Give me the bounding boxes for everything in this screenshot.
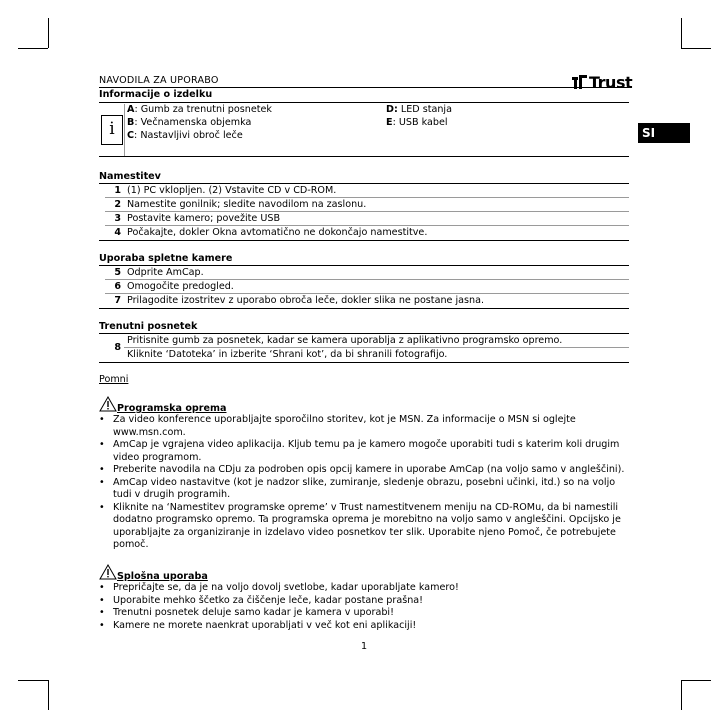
info-icon-glyph: i: [109, 119, 115, 139]
page-number: 1: [361, 641, 368, 652]
crop-mark-br-h: [681, 680, 711, 681]
webcam-step-7-text: Prilagodite izostritev z uporabo obroča leče, dokler slika ne postane jasna.: [127, 295, 485, 306]
general-section: [99, 566, 629, 632]
info-item-a: [127, 104, 272, 116]
webcam-step-6-rule: [105, 293, 629, 294]
snapshot-line-1: Pritisnite gumb za posnetek, kadar se kamera uporablja z aplikativno programsko opremo.: [127, 335, 563, 346]
webcam-step-5-num: 5: [114, 267, 121, 278]
software-bullet-1: • Za video konference uporabljajte sporočilno storitev, kot je MSN. Za informacije o MSN si oglejte www.msn.com.: [99, 414, 629, 439]
software-bullets: [99, 414, 629, 552]
install-step-2-num: 2: [114, 199, 121, 210]
language-tab: [638, 123, 690, 143]
install-step-4-text: Počakajte, dokler Okna avtomatično ne dokončajo namestitve.: [127, 227, 428, 238]
info-item-a-text: : Gumb za trenutni posnetek: [134, 104, 272, 115]
crop-mark-tr-h: [681, 48, 711, 49]
info-item-e: [386, 117, 448, 129]
software-section: [99, 398, 629, 552]
snapshot-step-num: 8: [114, 342, 121, 353]
webcam-heading: Uporaba spletne kamere: [99, 253, 233, 264]
info-item-b-text: : Večnamenska objemka: [134, 117, 252, 128]
info-item-b: [127, 117, 251, 129]
webcam-step-5-rule: [105, 279, 629, 280]
info-icon: [101, 115, 123, 145]
install-step-1-rule: [105, 197, 629, 198]
webcam-rule: [99, 265, 629, 266]
crop-mark-br-v: [681, 680, 682, 710]
install-step-2-text: Namestite gonilnik; sledite navodilom na zaslonu.: [127, 199, 367, 210]
info-item-d: [386, 104, 452, 116]
trust-logo-text: Trust: [589, 73, 633, 92]
general-bullet-1: • Prepričajte se, da je na voljo dovolj svetlobe, kadar uporabljate kamero!: [99, 582, 629, 595]
webcam-rule-bottom: [99, 308, 629, 309]
warning-icon: [99, 396, 117, 412]
trust-logo-mark-icon: [572, 75, 588, 91]
software-heading: Programska oprema: [117, 403, 227, 414]
install-step-1-num: 1: [114, 185, 121, 196]
language-tab-label: SI: [642, 126, 656, 140]
webcam-step-7-num: 7: [114, 295, 121, 306]
info-item-c: [127, 130, 243, 142]
general-heading: Splošna uporaba: [117, 571, 208, 582]
remember-label: Pomni: [99, 374, 129, 385]
install-step-4-num: 4: [114, 227, 121, 238]
info-item-e-key: E: [386, 117, 393, 128]
install-heading: Namestitev: [99, 171, 161, 182]
webcam-step-5-text: Odprite AmCap.: [127, 267, 204, 278]
info-rule-top: [99, 102, 629, 103]
info-item-d-key: D:: [386, 104, 398, 115]
install-step-3-rule: [105, 225, 629, 226]
info-item-d-text: LED stanja: [397, 104, 452, 115]
snapshot-rule: [99, 333, 629, 334]
install-rule: [99, 183, 629, 184]
general-bullet-4: • Kamere ne morete naenkrat uporabljati v več kot eni aplikaciji!: [99, 620, 629, 633]
general-bullet-3: • Trenutni posnetek deluje samo kadar je kamera v uporabi!: [99, 607, 629, 620]
header-rule: [99, 87, 629, 88]
info-item-b-key: B: [127, 117, 135, 128]
general-bullet-2: • Uporabite mehko ščetko za čiščenje leče, kadar postane prašna!: [99, 595, 629, 608]
info-item-c-key: C: [127, 130, 135, 141]
crop-mark-tl-h: [18, 48, 48, 49]
crop-mark-tr-v: [681, 18, 682, 48]
install-rule-bottom: [99, 240, 629, 241]
snapshot-line-2: Kliknite ‘Datoteka’ in izberite ‘Shrani kot’, da bi shranili fotografijo.: [127, 349, 448, 360]
software-bullet-3: • Preberite navodila na CDju za podroben opis opcij kamere in uporabe AmCap (na voljo samo v angleščini).: [99, 464, 629, 477]
snapshot-heading: Trenutni posnetek: [99, 321, 198, 332]
info-rule-bottom: [99, 156, 629, 157]
crop-mark-bl-h: [18, 680, 48, 681]
webcam-step-6-text: Omogočite predogled.: [127, 281, 234, 292]
info-divider-v: [124, 104, 125, 156]
info-item-e-text: : USB kabel: [392, 117, 448, 128]
install-step-2-rule: [105, 211, 629, 212]
crop-mark-tl-v: [48, 18, 49, 48]
install-step-1-text: (1) PC vklopljen. (2) Vstavite CD v CD-ROM.: [127, 185, 337, 196]
snapshot-rule-bottom: [99, 362, 629, 363]
snapshot-mid-rule: [124, 347, 629, 348]
software-bullet-2: • AmCap je vgrajena video aplikacija. Kljub temu pa je kamero mogoče uporabiti tudi s katerim koli drugim video programom.: [99, 439, 629, 464]
webcam-step-6-num: 6: [114, 281, 121, 292]
doc-title: NAVODILA ZA UPORABO: [99, 75, 219, 86]
install-step-3-text: Postavite kamero; povežite USB: [127, 213, 281, 224]
info-item-a-key: A: [127, 104, 135, 115]
install-step-3-num: 3: [114, 213, 121, 224]
info-heading: Informacije o izdelku: [99, 89, 213, 100]
info-item-c-text: : Nastavljivi obroč leče: [134, 130, 243, 141]
general-bullets: [99, 582, 629, 632]
software-bullet-5: • Kliknite na ‘Namestitev programske opreme’ v Trust namestitvenem meniju na CD-ROMu, da bi namestili dodatno programsko opremo. Ta programska oprema je morebitno na voljo samo v angleščini. Opcijsko je uporabljajte za organiziranje in izdelavo video posnetkov ter slik. Uporabite njeno Pomoč, če potrebujete pomoč.: [99, 502, 629, 552]
crop-mark-bl-v: [48, 680, 49, 710]
software-bullet-4: • AmCap video nastavitve (kot je nadzor slike, zumiranje, sledenje obrazu, posebni učinki, itd.) so na voljo tudi v drugih programih.: [99, 477, 629, 502]
warning-icon: [99, 564, 117, 580]
